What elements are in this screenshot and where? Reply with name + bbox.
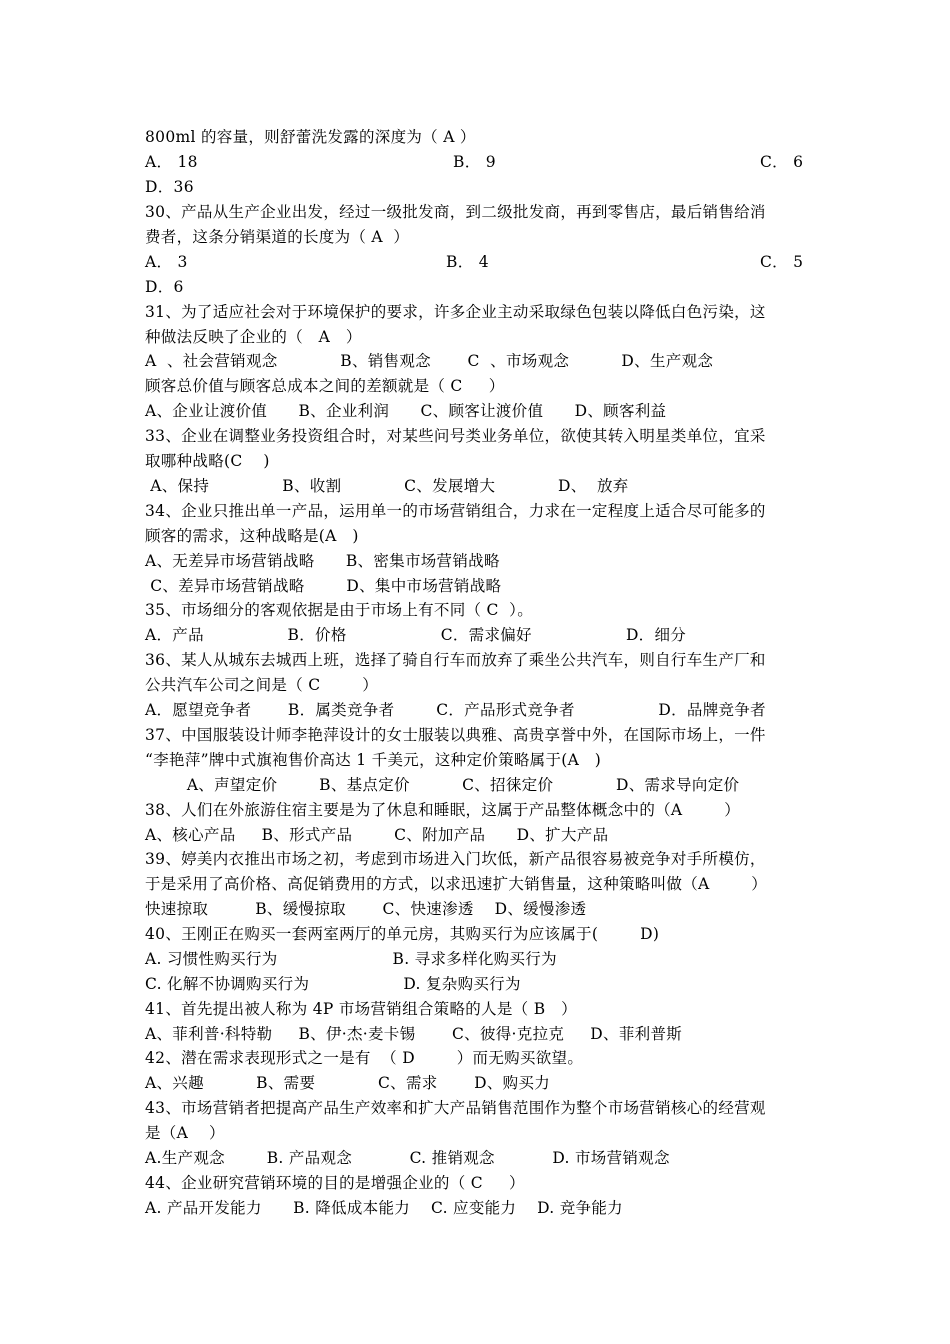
text-line: 顾客的需求，这种战略是(A ) [145, 527, 359, 545]
text-line: 31、为了适应社会对于环境保护的要求，许多企业主动采取绿色包装以降低白色污染，这 [145, 303, 766, 321]
text-line: A、保持 B、收割 C、发展增大 D、 放弃 [145, 477, 629, 495]
text-line: 44、企业研究营销环境的目的是增强企业的（ C ） [145, 1174, 525, 1192]
text-line: 41、首先提出被人称为 4P 市场营销组合策略的人是（ B ） [145, 1000, 577, 1018]
text-line: 于是采用了高价格、高促销费用的方式，以求迅速扩大销售量，这种策略叫做（A ） [145, 875, 768, 893]
text-line: A、兴趣 B、需要 C、需求 D、购买力 [145, 1074, 551, 1092]
text-line: 34、企业只推出单一产品，运用单一的市场营销组合，力求在一定程度上适合尽可能多的 [145, 502, 766, 520]
text-line: D．36 [145, 178, 194, 196]
text-line: A、菲利普·科特勒 B、伊·杰·麦卡锡 C、彼得·克拉克 D、菲利普斯 [145, 1025, 683, 1043]
text-line: C. 化解不协调购买行为 D. 复杂购买行为 [145, 975, 521, 993]
option-c: C． 5 [760, 253, 804, 271]
option-c: C． 6 [760, 153, 804, 171]
option-a: A． 3 [145, 253, 188, 271]
text-line: A. 习惯性购买行为 B. 寻求多样化购买行为 [145, 950, 557, 968]
text-line: A、企业让渡价值 B、企业利润 C、顾客让渡价值 D、顾客利益 [145, 402, 667, 420]
text-line: 是（A ） [145, 1124, 225, 1142]
text-line: 取哪种战略(C ) [145, 452, 270, 470]
text-line: 公共汽车公司之间是（ C ） [145, 676, 379, 694]
option-a: A． 18 [145, 153, 198, 171]
text-line: A 、社会营销观念 B、销售观念 C 、市场观念 D、生产观念 [145, 352, 714, 370]
text-line: A．愿望竞争者 B．属类竞争者 C．产品形式竞争者 D．品牌竞争者 [145, 701, 766, 719]
text-line: 42、潜在需求表现形式之一是有 （ D ）而无购买欲望。 [145, 1049, 584, 1067]
text-line: 30、产品从生产企业出发，经过一级批发商，到二级批发商，再到零售店，最后销售给消 [145, 203, 766, 221]
text-line: 40、王刚正在购买一套两室两厅的单元房，其购买行为应该属于( D) [145, 925, 660, 943]
text-line: 费者，这条分销渠道的长度为（ A ） [145, 228, 410, 246]
option-b: B． 4 [446, 253, 489, 271]
text-line: A．产品 B．价格 C．需求偏好 D．细分 [145, 626, 687, 644]
text-line: 种做法反映了企业的（ A ） [145, 328, 362, 346]
text-line: 33、企业在调整业务投资组合时，对某些问号类业务单位，欲使其转入明星类单位，宜采 [145, 427, 766, 445]
text-line: 顾客总价值与顾客总成本之间的差额就是（ C ） [145, 377, 505, 395]
text-line: 37、中国服装设计师李艳萍设计的女士服装以典雅、高贵享誉中外，在国际市场上，一件 [145, 726, 766, 744]
text-line: 39、婷美内衣推出市场之初，考虑到市场进入门坎低，新产品很容易被竞争对手所模仿， [145, 850, 766, 868]
text-line: 38、人们在外旅游住宿主要是为了休息和睡眠，这属于产品整体概念中的（A ） [145, 801, 741, 819]
text-line: 35、市场细分的客观依据是由于市场上有不同（ C ）。 [145, 601, 534, 619]
text-line: 43、市场营销者把提高产品生产效率和扩大产品销售范围作为整个市场营销核心的经营观 [145, 1099, 766, 1117]
text-line: A、无差异市场营销战略 B、密集市场营销战略 [145, 552, 500, 570]
text-line: 800ml 的容量，则舒蕾洗发露的深度为（ A ） [145, 128, 476, 146]
text-line: 快速掠取 B、缓慢掠取 C、快速渗透 D、缓慢渗透 [145, 900, 587, 918]
text-line: “李艳萍”牌中式旗袍售价高达 1 千美元，这种定价策略属于(A ) [145, 751, 602, 769]
text-line: C、差异市场营销战略 D、集中市场营销战略 [145, 577, 502, 595]
text-line: 36、某人从城东去城西上班，选择了骑自行车而放弃了乘坐公共汽车，则自行车生产厂和 [145, 651, 766, 669]
text-line: A、核心产品 B、形式产品 C、附加产品 D、扩大产品 [145, 826, 609, 844]
text-line: A. 产品开发能力 B. 降低成本能力 C. 应变能力 D. 竞争能力 [145, 1199, 623, 1217]
text-line: A.生产观念 B. 产品观念 C. 推销观念 D. 市场营销观念 [145, 1149, 670, 1167]
option-b: B． 9 [453, 153, 496, 171]
text-line: A、声望定价 B、基点定价 C、招徕定价 D、需求导向定价 [145, 776, 740, 794]
text-line: D．6 [145, 278, 184, 296]
